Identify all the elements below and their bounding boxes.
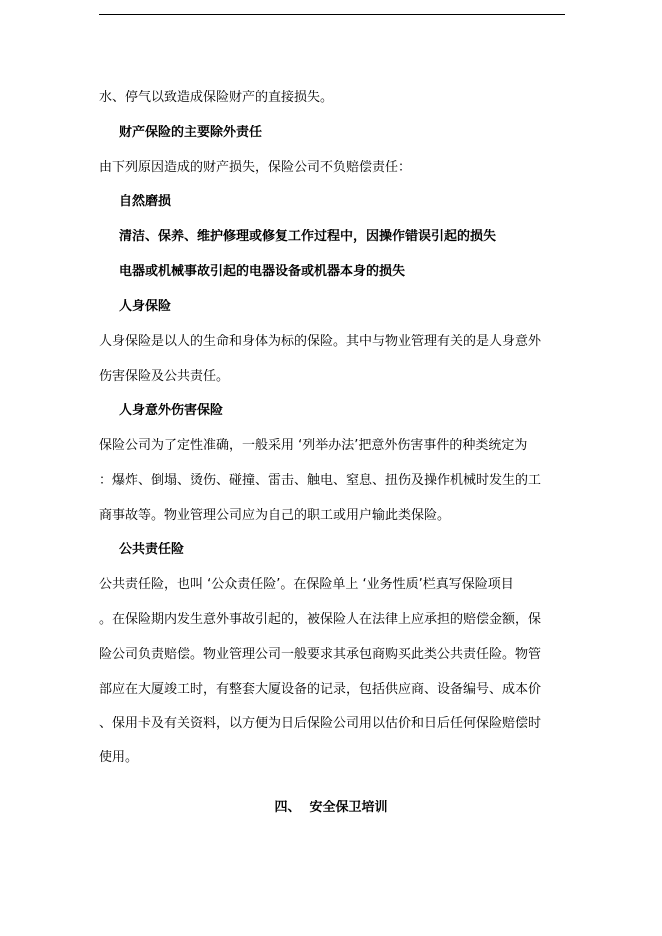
paragraph-line: 公共责任险，也叫 ‘公众责任险’。在保险单上 ‘业务性质’栏真写保险项目 [99,577,514,592]
paragraph-line: 使用。 [99,750,139,765]
header-rule [99,14,565,15]
paragraph-line: 伤害保险及公共责任。 [99,369,230,384]
subheading: 人身保险 [119,299,172,314]
paragraph-line: 由下列原因造成的财产损失，保险公司不负赔偿责任： [99,160,412,175]
paragraph-line: 。在保险期内发生意外事故引起的，被保险人在法律上应承担的赔偿金额，保 [99,612,542,627]
paragraph-line: ：爆炸、倒塌、烫伤、碰撞、雷击、触电、窒息、扭伤及操作机械时发生的工 [99,473,542,488]
subheading: 清洁、保养、维护修理或修复工作过程中，因操作错误引起的损失 [119,229,497,244]
subheading: 公共责任险 [119,542,185,557]
paragraph-line: 部应在大厦竣工时，有整套大厦设备的记录，包括供应商、设备编号、成本价 [99,682,542,697]
paragraph-line: 水、停气以致造成保险财产的直接损失。 [99,90,334,105]
subheading: 财产保险的主要除外责任 [119,125,263,140]
paragraph-line: 保险公司为了定性准确，一般采用 ‘列举办法’把意外伤害事件的种类统定为 [99,438,528,453]
subheading: 电器或机械事故引起的电器设备或机器本身的损失 [119,264,406,279]
subheading: 人身意外伤害保险 [119,403,224,418]
paragraph-line: 、保用卡及有关资料，以方便为日后保险公司用以估价和日后任何保险赔偿时 [99,716,542,731]
paragraph-line: 险公司负责赔偿。物业管理公司一般要求其承包商购买此类公共责任险。物管 [99,647,542,662]
subheading: 自然磨损 [119,194,172,209]
paragraph-line: 商事故等。物业管理公司应为自己的职工或用户输此类保险。 [99,508,451,523]
paragraph-line: 人身保险是以人的生命和身体为标的保险。其中与物业管理有关的是人身意外 [99,334,542,349]
section-heading: 四、 安全保卫培训 [274,800,388,815]
